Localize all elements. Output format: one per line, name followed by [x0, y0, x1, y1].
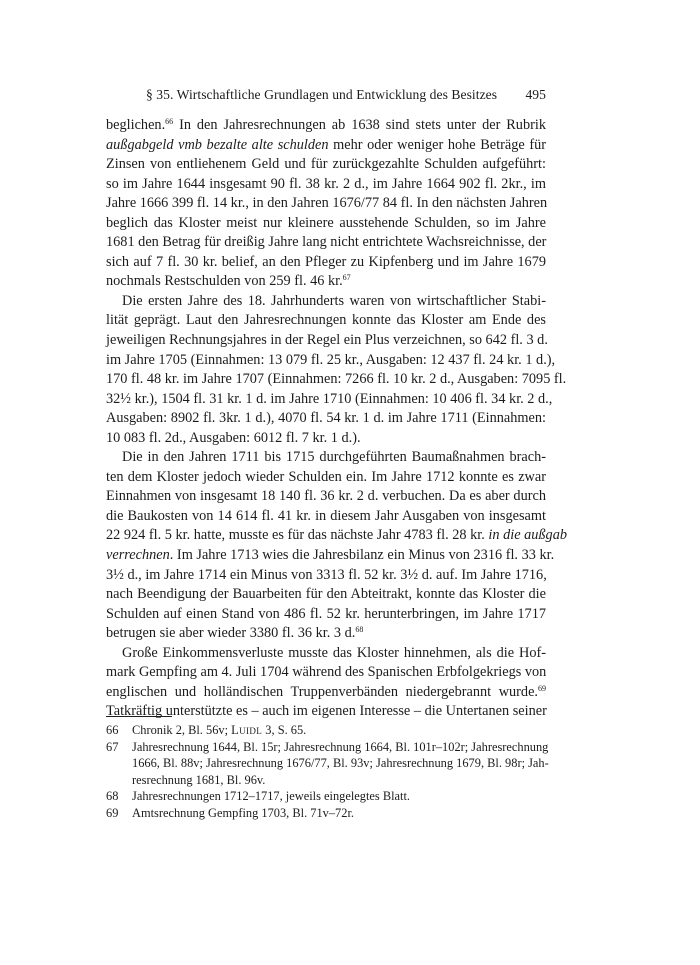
footnote-text	[132, 722, 546, 739]
text-line: im Jahre 1705 (Einnahmen: 13 079 fl. 25 kr., Ausgaben: 12 437 fl. 24 kr. 1 d.),	[106, 351, 556, 368]
text-line: so im Jahre 1644 insgesamt 90 fl. 38 kr. 2 d., im Jahre 1664 902 fl. 2kr., im	[106, 175, 546, 192]
text-line: Einnahmen von insgesamt 18 140 fl. 36 kr. 2 d. verbuchen. Da es aber durch	[106, 488, 546, 505]
text-span: mehr oder weniger hohe Beträge für	[328, 136, 546, 153]
text-span: 3, S. 65.	[262, 723, 307, 737]
text-line: Die in den Jahren 1711 bis 1715 durchgeführten Baumaßnahmen brach-	[122, 449, 546, 466]
text-line: 170 fl. 48 kr. im Jahre 1707 (Einnahmen: 7266 fl. 10 kr. 2 d., Ausgaben: 7095 fl.	[106, 371, 567, 388]
footnote-66	[106, 722, 546, 739]
running-head-title: § 35. Wirtschaftliche Grundlagen und Entwicklung des Besitzes	[146, 87, 498, 102]
footnote-line: Amtsrechnung Gempfing 1703, Bl. 71v–72r.	[132, 805, 354, 820]
text-span: Chronik 2, Bl. 56v;	[132, 723, 232, 737]
text-line	[106, 624, 546, 644]
footnote-ref-68[interactable]: 68	[355, 625, 364, 635]
footnote-line: resrechnung 1681, Bl. 96v.	[132, 772, 266, 787]
text-line: mark Gempfing am 4. Juli 1704 während des Spanischen Erbfolgekriegs von	[106, 664, 547, 681]
text-span: englischen und holländischen Truppenverbänden niedergebrannt wurde.	[106, 683, 538, 700]
footnote-number: 67	[106, 739, 119, 754]
text-span: . Im Jahre 1713 wies die Jahresbilanz ein Minus von 2316 fl. 33 kr.	[169, 547, 555, 564]
paragraph-3	[106, 448, 568, 643]
text-line: nach Beendigung der Bauarbeiten für den Abteitrakt, konnte das Kloster die	[106, 586, 546, 603]
text-line	[106, 272, 546, 292]
text-line: ten dem Kloster jedoch wieder Schulden ein. Im Jahre 1712 konnte es zwar	[106, 468, 546, 485]
text-line: Tatkräftig unterstützte es – auch im eigenen Interesse – die Untertanen seiner	[106, 703, 547, 720]
footnotes	[106, 722, 549, 821]
paragraph-2	[106, 292, 567, 448]
text-line: lität geprägt. Laut den Jahresrechnungen konnte das Kloster am Ende des	[106, 312, 546, 329]
text-line: sich auf 7 fl. 30 kr. belief, an den Pfleger zu Kipfenberg und im Jahre 1679	[106, 253, 546, 270]
text-line: beglich das Kloster meist nur kleinere ausstehende Schulden, so im Jahre	[106, 214, 546, 231]
italic-quote: in die außgab	[488, 527, 568, 544]
text-line: Ausgaben: 8902 fl. 3kr. 1 d.), 4070 fl. 54 kr. 1 d. im Jahre 1711 (Einnahmen:	[106, 410, 546, 427]
text-line: 32½ kr.), 1504 fl. 31 kr. 1 d. im Jahre 1710 (Einnahmen: 10 406 fl. 34 kr. 2 d.,	[106, 390, 553, 407]
text-line	[106, 116, 546, 136]
footnote-67	[106, 739, 549, 789]
footnote-text	[132, 788, 546, 805]
footnote-line: Jahresrechnungen 1712–1717, jeweils eingelegtes Blatt.	[132, 789, 411, 803]
text-line: Jahre 1666 399 fl. 14 kr., in den Jahren 1676/77 84 fl. In den nächsten Jahren	[106, 195, 548, 212]
text-line: 3½ d., im Jahre 1714 ein Minus von 3313 fl. 52 kr. 3½ d. auf. Im Jahre 1716,	[106, 566, 547, 583]
footnote-line	[132, 722, 546, 739]
text-span: betrugen sie aber wieder 3380 fl. 36 kr. 3 d.	[106, 625, 356, 642]
body-text	[106, 116, 568, 722]
footnote-number: 66	[106, 723, 119, 737]
footnote-text	[132, 739, 549, 789]
text-span: beglichen.	[106, 117, 166, 133]
text-span: 22 924 fl. 5 kr. hatte, musste es für das nächste Jahr 4783 fl. 28 kr.	[106, 527, 489, 544]
text-line	[106, 136, 546, 156]
footnote-divider	[106, 716, 172, 717]
text-line: Schulden auf einen Stand von 486 fl. 52 kr. herunterbringen, im Jahre 1717	[106, 605, 546, 622]
text-line	[106, 683, 546, 703]
text-span: nochmals Restschulden von 259 fl. 46 kr.	[106, 273, 343, 290]
footnote-line: 1666, Bl. 88v; Jahresrechnung 1676/77, Bl. 93v; Jahresrechnung 1679, Bl. 98r; Jah-	[132, 756, 549, 770]
italic-rubric: außgabgeld vmb bezalte alte schulden	[106, 136, 329, 153]
page-number: 495	[525, 87, 546, 102]
footnote-text	[132, 805, 546, 822]
footnote-number: 69	[106, 805, 119, 820]
text-line: 1681 den Betrag für dreißig Jahre lang nicht entrichtete Wachsreichnisse, der	[106, 234, 547, 251]
author-name: Luidl	[231, 723, 263, 737]
text-line	[106, 546, 555, 566]
text-line: Große Einkommensverluste musste das Kloster hinnehmen, als die Hof-	[122, 644, 546, 661]
text-line	[106, 526, 568, 546]
text-line: die Baukosten von 14 614 fl. 41 kr. in diesem Jahr Ausgaben von insgesamt	[106, 507, 546, 524]
paragraph-1	[106, 116, 546, 292]
footnote-68	[106, 788, 546, 805]
footnote-number: 68	[106, 789, 119, 803]
text-span: In den Jahresrechnungen ab 1638 sind stets unter der Rubrik	[173, 117, 546, 133]
italic-quote: verrechnen	[106, 547, 170, 564]
paragraph-4	[106, 644, 546, 722]
text-line: Zinsen von entliehenem Geld und für zurückgezahlte Schulden aufgeführt:	[106, 156, 546, 173]
footnote-ref-67[interactable]: 67	[342, 273, 351, 283]
footnote-ref-69[interactable]: 69	[538, 683, 546, 693]
text-line: 10 083 fl. 2d., Ausgaben: 6012 fl. 7 kr. 1 d.).	[106, 429, 361, 446]
footnote-69	[106, 805, 546, 822]
text-line: jeweiligen Rechnungsjahres in der Regel ein Plus verzeichnen, so 642 fl. 3 d.	[106, 332, 548, 349]
footnote-line: Jahresrechnung 1644, Bl. 15r; Jahresrechnung 1664, Bl. 101r–102r; Jahresrechnung	[132, 739, 549, 754]
text-line: Die ersten Jahre des 18. Jahrhunderts waren von wirtschaftlicher Stabi-	[122, 292, 546, 309]
footnote-ref-66[interactable]: 66	[165, 117, 174, 126]
